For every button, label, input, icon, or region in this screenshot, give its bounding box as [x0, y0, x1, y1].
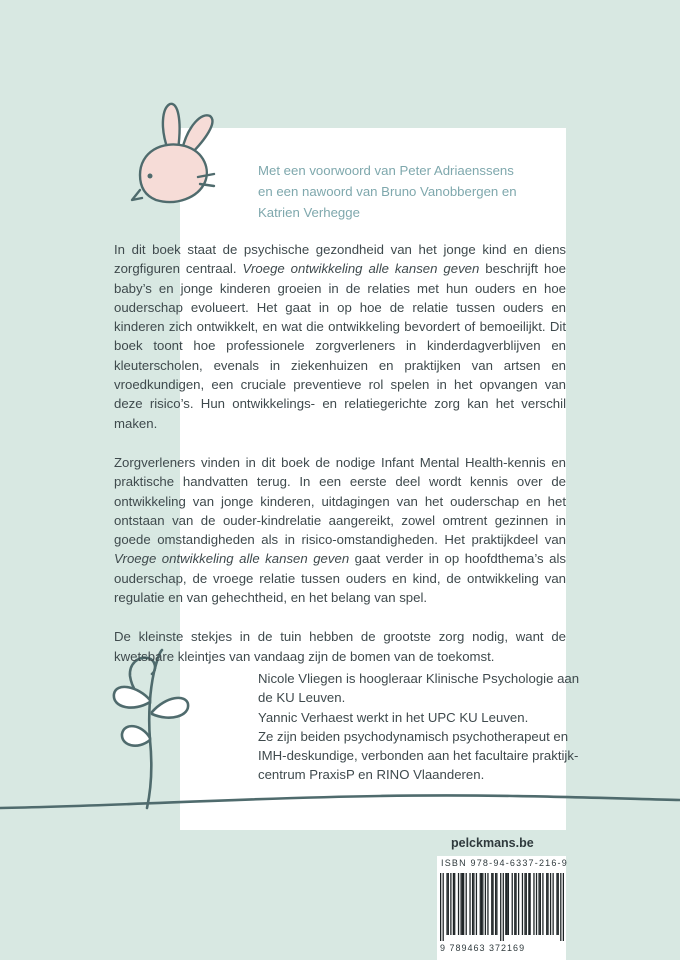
barcode-bar	[500, 873, 501, 941]
author-line: centrum PraxisP en RINO Vlaanderen.	[258, 767, 485, 783]
barcode-bar	[524, 873, 525, 935]
barcode-bar	[542, 873, 543, 935]
barcode-bar	[546, 873, 547, 935]
blurb-paragraph-1	[114, 240, 566, 433]
barcode-bar	[547, 873, 548, 935]
barcode-bar	[552, 873, 553, 935]
barcode-bar	[481, 873, 482, 935]
paragraph-text: gaat verder in op hoofdthema’s als ouderschap, de vroege relatie tussen ouders en kind, de ontwikkeling van regulatie en van gehechtheid, en het belang van spel.	[114, 551, 566, 606]
ean-digits: 9 789463 372169	[440, 943, 526, 953]
barcode-bar	[522, 873, 523, 935]
barcode-bar	[538, 873, 539, 935]
barcode-bar	[469, 873, 470, 935]
blurb-text	[114, 240, 580, 686]
barcode-bar	[482, 873, 483, 935]
barcode-bar	[453, 873, 454, 935]
barcode-bar	[496, 873, 497, 935]
barcode-bar	[563, 873, 564, 941]
foreword-line: Katrien Verhegge	[258, 205, 360, 220]
barcode-bar	[512, 873, 513, 935]
barcode-bar	[466, 873, 467, 935]
paragraph-text: beschrijft hoe baby’s en jonge kinderen groeien in de relaties met hun ouders en hoe ouderschap evolueert. Het gaat in op hoe de relatie tussen ouders en kinderen zich ontwikkelt, en wat die ontwikkeling bevordert of bemoeilijkt. Dit boek toont hoe professionele zorgverleners in kinderdagverblijven en kleuterscholen, evenals in ziekenhuizen en praktijken van artsen en vroedkundigen, een cruciale preventieve rol spelen in het opvangen van deze risico’s. Hun ontwikkelings- en relatiegerichte zorg kan het verschil maken.	[114, 261, 567, 431]
barcode-bar	[508, 873, 509, 935]
barcode-bar	[515, 873, 516, 935]
blurb-paragraph-2	[114, 453, 566, 607]
barcode-bar	[462, 873, 463, 935]
author-line: Ze zijn beiden psychodynamisch psychotherapeut en	[258, 728, 569, 744]
foreword-line: en een nawoord van Bruno Vanobbergen en	[258, 184, 517, 199]
blurb-paragraph-3: De kleinste stekjes in de tuin hebben de grootste zorg nodig, want de kwetsbare kleintjes van vandaag zijn de bomen van de toekomst.	[114, 629, 566, 664]
foreword-credits	[258, 160, 558, 223]
barcode-bar	[503, 873, 504, 941]
barcode-bar	[492, 873, 493, 935]
paragraph-text: In dit boek staat de psychische gezondheid van het jonge kind en diens zorgfiguren centraal.	[114, 242, 566, 277]
bird-illustration	[132, 104, 214, 202]
author-line: Nicole Vliegen is hoogleraar Klinische Psychologie aan	[258, 671, 580, 686]
barcode-bar	[550, 873, 551, 935]
barcode-bar	[514, 873, 515, 935]
barcode-bar	[529, 873, 530, 935]
barcode-bar	[540, 873, 541, 935]
barcode-bar	[450, 873, 451, 935]
barcode-bar	[505, 873, 506, 935]
barcode-bar	[485, 873, 486, 935]
barcode-bar	[491, 873, 492, 935]
foreword-line: Met een voorwoord van Peter Adriaenssens	[258, 163, 514, 178]
barcode-bar	[536, 873, 537, 935]
barcode-bar	[480, 873, 481, 935]
barcode-bar	[472, 873, 473, 935]
barcode-bar	[448, 873, 449, 935]
barcode-bar	[476, 873, 477, 935]
barcode-bar	[526, 873, 527, 935]
barcode-bar	[458, 873, 459, 935]
barcode-bar	[460, 873, 461, 935]
isbn-label: ISBN 978-94-6337-216-9	[441, 858, 568, 868]
barcode-bar	[518, 873, 519, 935]
barcode-bar	[446, 873, 447, 935]
barcode-bar	[533, 873, 534, 935]
author-line: IMH-deskundige, verbonden aan het facultaire praktijk-	[258, 748, 579, 764]
barcode-bar	[558, 873, 559, 935]
barcode-bar	[440, 873, 441, 941]
author-line: Yannic Verhaest werkt in het UPC KU Leuven.	[258, 709, 529, 725]
barcode-bar	[528, 873, 529, 935]
barcode-bar	[443, 873, 444, 941]
barcode-bar	[487, 873, 488, 935]
author-bios	[258, 669, 580, 785]
barcode-bar	[473, 873, 474, 935]
barcode-bar	[506, 873, 507, 935]
barcode-icon	[440, 873, 564, 941]
publisher-website: pelckmans.be	[451, 836, 534, 850]
barcode-bar	[463, 873, 464, 935]
book-title-italic: Vroege ontwikkeling alle kansen geven	[242, 261, 480, 277]
barcode-bar	[495, 873, 496, 935]
barcode-bar	[560, 873, 561, 941]
barcode-bar	[556, 873, 557, 935]
author-line: de KU Leuven.	[258, 690, 346, 706]
book-title-italic: Vroege ontwikkeling alle kansen geven	[114, 551, 350, 567]
barcode-bar	[454, 873, 455, 935]
paragraph-text: Zorgverleners vinden in dit boek de nodige Infant Mental Health-kennis en praktische handvatten terug. In een eerste deel wordt kennis over de ontwikkeling van jonge kinderen, uitdagingen van het ouderschap en het ontstaan van de ouder-kindrelatie aangereikt, zowel omtrent gezinnen in goede omstandigheden als in risico-omstandigheden. Het praktijkdeel van	[114, 454, 566, 548]
